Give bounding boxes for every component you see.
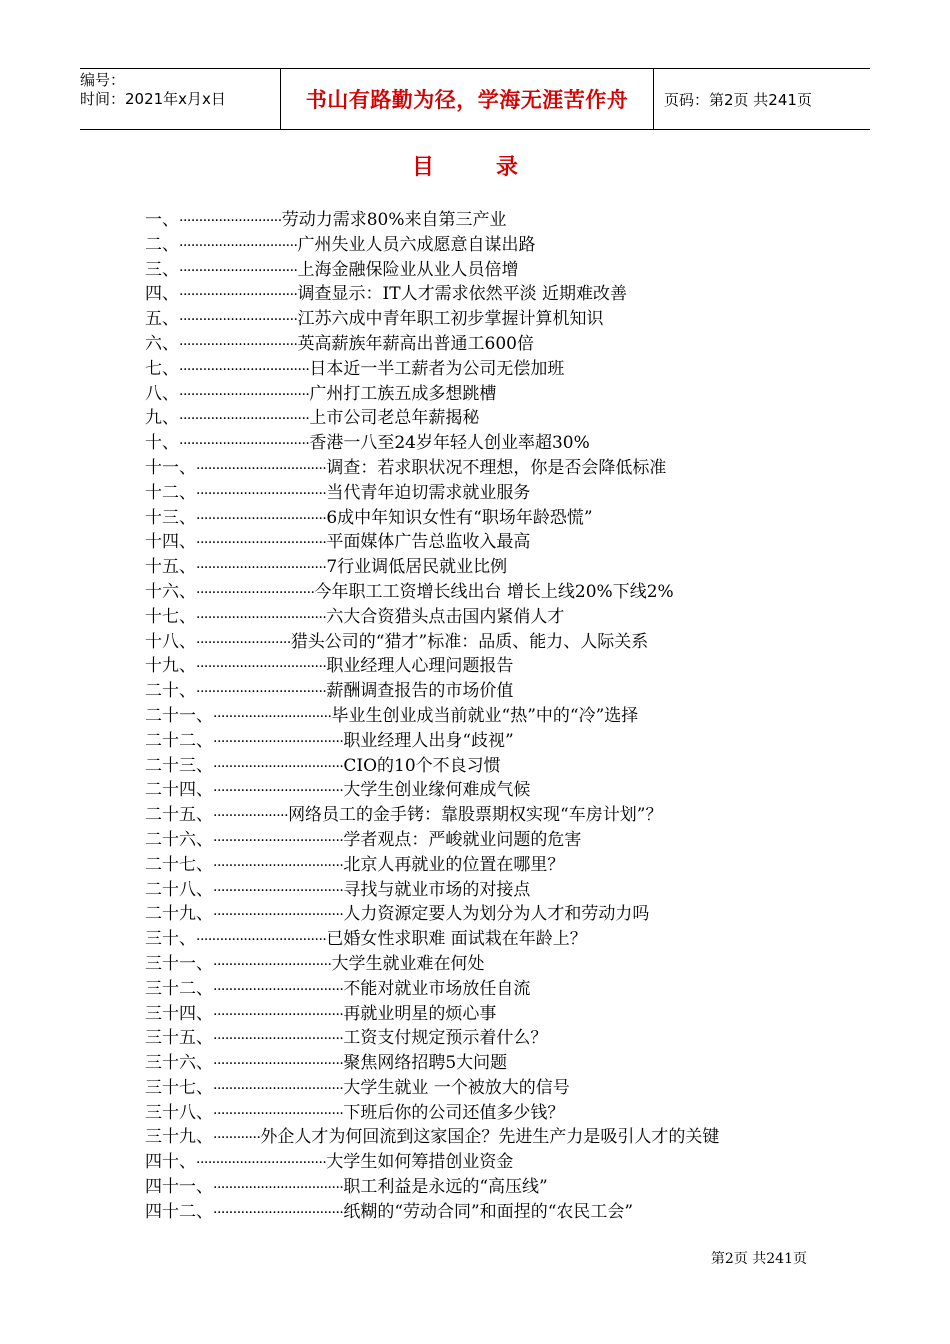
toc-entry-number: 十、: [145, 433, 179, 454]
toc-entry-title: CIO的10个不良习惯: [343, 755, 501, 776]
toc-entry-number: 十七、: [145, 606, 196, 627]
toc-entry-title: 职工利益是永远的“高压线”: [343, 1177, 548, 1198]
toc-entry[interactable]: [145, 875, 825, 900]
toc-entry[interactable]: [145, 478, 825, 503]
toc-entry-title: 聚焦网络招聘5大问题: [343, 1053, 508, 1074]
toc-entry-number: 三十九、: [145, 1127, 213, 1148]
toc-entry-number: 四、: [145, 284, 179, 305]
toc-entry[interactable]: [145, 279, 825, 304]
toc-leader-dots: ·································: [179, 436, 310, 453]
toc-entry-title: 学者观点：严峻就业问题的危害: [343, 829, 582, 850]
toc-entry-title: 毕业生创业成当前就业“热”中的“冷”选择: [331, 705, 639, 726]
toc-entry-title: 再就业明星的烦心事: [343, 1003, 497, 1024]
toc-leader-dots: ·································: [213, 907, 344, 924]
toc-entry-title: 六大合资猎头点击国内紧俏人才: [326, 606, 565, 627]
toc-entry[interactable]: [145, 751, 825, 776]
toc-entry[interactable]: [145, 999, 825, 1024]
toc-entry-number: 四十二、: [145, 1201, 213, 1222]
toc-leader-dots: ·································: [213, 733, 344, 750]
toc-entry[interactable]: [145, 974, 825, 999]
toc-entry[interactable]: [145, 627, 825, 652]
header-page-label: 页码：第2页 共241页: [664, 90, 812, 109]
toc-entry[interactable]: [145, 255, 825, 280]
toc-leader-dots: ·································: [213, 1031, 344, 1048]
toc-entry-title: 大学生如何筹措创业资金: [326, 1152, 514, 1173]
toc-entry-number: 十九、: [145, 656, 196, 677]
toc-leader-dots: ·································: [179, 361, 310, 378]
toc-entry[interactable]: [145, 949, 825, 974]
toc-entry-title: 香港一八至24岁年轻人创业率超30%: [309, 433, 590, 454]
toc-leader-dots: ························: [196, 634, 291, 651]
toc-entry[interactable]: [145, 205, 825, 230]
toc-leader-dots: ·································: [196, 485, 327, 502]
toc-entry[interactable]: [145, 775, 825, 800]
toc-leader-dots: ·································: [213, 758, 344, 775]
toc-entry[interactable]: [145, 577, 825, 602]
toc-entry-number: 十五、: [145, 557, 196, 578]
toc-entry-number: 二十四、: [145, 780, 213, 801]
toc-entry-title: 人力资源定要人为划分为人才和劳动力吗: [343, 904, 650, 925]
toc-entry-title: 日本近一半工薪者为公司无偿加班: [309, 358, 565, 379]
toc-entry-title: 上海金融保险业从业人员倍增: [297, 259, 519, 280]
toc-entry-title: 广州失业人员六成愿意自谋出路: [297, 234, 536, 255]
toc-entry-title: 调查：若求职状况不理想，你是否会降低标准: [326, 457, 667, 478]
toc-entry[interactable]: [145, 304, 825, 329]
toc-entry[interactable]: [145, 1172, 825, 1197]
toc-entry[interactable]: [145, 899, 825, 924]
toc-entry-number: 二十六、: [145, 829, 213, 850]
toc-entry-title: 不能对就业市场放任自流: [343, 978, 531, 999]
toc-entry[interactable]: [145, 726, 825, 751]
toc-entry[interactable]: [145, 602, 825, 627]
toc-entry-number: 三十一、: [145, 953, 213, 974]
toc-leader-dots: ·································: [213, 1006, 344, 1023]
toc-entry-title: 纸糊的“劳动合同”和面捏的“农民工会”: [343, 1201, 634, 1222]
toc-entry[interactable]: [145, 354, 825, 379]
toc-entry-number: 二十二、: [145, 730, 213, 751]
toc-leader-dots: ···················: [213, 808, 289, 825]
toc-entry[interactable]: [145, 1098, 825, 1123]
toc-entry[interactable]: [145, 379, 825, 404]
table-of-contents: [145, 205, 825, 1222]
toc-leader-dots: ·································: [196, 609, 327, 626]
toc-leader-dots: ·································: [196, 560, 327, 577]
toc-entry-number: 六、: [145, 333, 179, 354]
toc-entry-title: 江苏六成中青年职工初步掌握计算机知识: [297, 309, 604, 330]
toc-entry-number: 四十一、: [145, 1177, 213, 1198]
toc-entry-title: 已婚女性求职难 面试栽在年龄上？: [326, 929, 587, 950]
toc-entry[interactable]: [145, 1023, 825, 1048]
toc-entry-number: 十四、: [145, 532, 196, 553]
toc-entry[interactable]: [145, 230, 825, 255]
toc-entry-title: 猎头公司的“猎才”标准：品质、能力、人际关系: [290, 631, 649, 652]
toc-entry-number: 二十七、: [145, 854, 213, 875]
page-header: [80, 68, 870, 130]
toc-entry[interactable]: [145, 1048, 825, 1073]
toc-leader-dots: ············: [213, 1130, 261, 1147]
toc-entry[interactable]: [145, 701, 825, 726]
toc-leader-dots: ·································: [213, 1056, 344, 1073]
toc-entry-number: 十三、: [145, 507, 196, 528]
toc-entry[interactable]: [145, 1073, 825, 1098]
toc-entry-title: 英高薪族年薪高出普通工600倍: [297, 333, 534, 354]
toc-entry-title: 外企人才为何回流到这家国企？先进生产力是吸引人才的关键: [260, 1127, 720, 1148]
toc-leader-dots: ······························: [179, 336, 298, 353]
toc-leader-dots: ·································: [213, 1080, 344, 1097]
toc-entry-title: 职业经理人出身“歧视”: [343, 730, 514, 751]
toc-entry[interactable]: [145, 800, 825, 825]
toc-entry[interactable]: [145, 676, 825, 701]
toc-leader-dots: ·································: [196, 659, 327, 676]
toc-entry-title: 调查显示：IT人才需求依然平淡 近期难改善: [297, 284, 627, 305]
toc-entry-number: 一、: [145, 210, 179, 230]
toc-leader-dots: ·································: [213, 783, 344, 800]
toc-entry-title: 北京人再就业的位置在哪里？: [343, 854, 565, 875]
time-label: 时间：2021年x月x日: [80, 90, 226, 108]
toc-leader-dots: ·································: [179, 411, 310, 428]
toc-entry-title: 平面媒体广告总监收入最高: [326, 532, 531, 553]
toc-entry-number: 三十二、: [145, 978, 213, 999]
toc-leader-dots: ·································: [196, 684, 327, 701]
toc-entry[interactable]: [145, 428, 825, 453]
toc-entry-number: 二、: [145, 234, 179, 255]
toc-entry-title: 大学生创业缘何难成气候: [343, 780, 531, 801]
toc-leader-dots: ·································: [196, 932, 327, 949]
toc-entry-number: 七、: [145, 358, 179, 379]
toc-leader-dots: ·································: [213, 832, 344, 849]
toc-entry-title: 6成中年知识女性有“职场年龄恐慌”: [326, 507, 593, 528]
toc-entry-number: 二十三、: [145, 755, 213, 776]
toc-entry-number: 三十六、: [145, 1053, 213, 1074]
toc-entry[interactable]: [145, 453, 825, 478]
header-motto: 书山有路勤为径，学海无涯苦作舟: [281, 69, 654, 129]
toc-leader-dots: ·································: [196, 535, 327, 552]
toc-entry[interactable]: [145, 552, 825, 577]
toc-entry-title: 网络员工的金手铐：靠股票期权实现“车房计划”？: [288, 805, 663, 826]
toc-entry[interactable]: [145, 1197, 825, 1222]
toc-entry-number: 九、: [145, 408, 179, 429]
toc-entry-number: 三十四、: [145, 1003, 213, 1024]
toc-entry[interactable]: [145, 503, 825, 528]
toc-leader-dots: ·································: [213, 1105, 344, 1122]
toc-leader-dots: ·································: [196, 1155, 327, 1172]
toc-entry-number: 十八、: [145, 631, 196, 652]
toc-leader-dots: ·································: [213, 857, 344, 874]
toc-entry-title: 7行业调低居民就业比例: [326, 557, 508, 578]
toc-entry-title: 薪酬调查报告的市场价值: [326, 681, 514, 702]
toc-leader-dots: ······························: [196, 584, 315, 601]
toc-entry[interactable]: [145, 651, 825, 676]
toc-leader-dots: ······························: [179, 262, 298, 279]
toc-entry-title: 当代青年迫切需求就业服务: [326, 482, 531, 503]
toc-leader-dots: ·································: [196, 510, 327, 527]
toc-entry-number: 五、: [145, 309, 179, 330]
header-meta: [80, 69, 281, 129]
toc-entry-number: 十六、: [145, 581, 196, 602]
toc-entry-title: 下班后你的公司还值多少钱？: [343, 1102, 565, 1123]
toc-leader-dots: ·································: [213, 1204, 344, 1221]
toc-entry[interactable]: [145, 924, 825, 949]
toc-entry-number: 三十七、: [145, 1077, 213, 1098]
toc-entry-title: 工资支付规定预示着什么？: [343, 1028, 548, 1049]
toc-entry[interactable]: [145, 1122, 825, 1147]
toc-entry-number: 三十八、: [145, 1102, 213, 1123]
toc-entry-number: 十二、: [145, 482, 196, 503]
toc-leader-dots: ·································: [213, 1180, 344, 1197]
toc-leader-dots: ······························: [179, 237, 298, 254]
toc-leader-dots: ·································: [213, 882, 344, 899]
toc-entry-title: 劳动力需求80%来自第三产业: [281, 210, 507, 230]
page-footer: 第2页 共241页: [710, 1251, 807, 1267]
toc-leader-dots: ······························: [179, 312, 298, 329]
toc-entry-title: 大学生就业难在何处: [331, 953, 485, 974]
toc-leader-dots: ··························: [179, 213, 282, 229]
toc-entry-number: 四十、: [145, 1152, 196, 1173]
toc-entry-title: 大学生就业 一个被放大的信号: [343, 1077, 570, 1098]
toc-entry-number: 二十九、: [145, 904, 213, 925]
toc-leader-dots: ·································: [213, 981, 344, 998]
toc-entry[interactable]: [145, 825, 825, 850]
toc-entry-title: 寻找与就业市场的对接点: [343, 879, 531, 900]
toc-leader-dots: ······························: [213, 708, 332, 725]
toc-entry-number: 二十五、: [145, 805, 213, 826]
toc-leader-dots: ·································: [196, 460, 327, 477]
toc-entry[interactable]: [145, 403, 825, 428]
toc-entry[interactable]: [145, 850, 825, 875]
toc-entry-number: 八、: [145, 383, 179, 404]
toc-leader-dots: ·································: [179, 386, 310, 403]
toc-entry[interactable]: [145, 1147, 825, 1172]
toc-entry-number: 十一、: [145, 457, 196, 478]
toc-entry-number: 二十八、: [145, 879, 213, 900]
number-label: 编号：: [80, 71, 126, 89]
toc-entry-number: 二十、: [145, 681, 196, 702]
toc-entry-title: 广州打工族五成多想跳槽: [309, 383, 497, 404]
toc-entry-number: 三十五、: [145, 1028, 213, 1049]
toc-leader-dots: ······························: [179, 287, 298, 304]
toc-entry-number: 二十一、: [145, 705, 213, 726]
toc-entry-number: 三、: [145, 259, 179, 280]
toc-leader-dots: ······························: [213, 956, 332, 973]
toc-entry-title: 职业经理人心理问题报告: [326, 656, 514, 677]
toc-entry-number: 三十、: [145, 929, 196, 950]
toc-entry-title: 上市公司老总年薪揭秘: [309, 408, 480, 429]
toc-entry[interactable]: [145, 329, 825, 354]
toc-entry-title: 今年职工工资增长线出台 增长上线20%下线2%: [314, 581, 674, 602]
toc-entry[interactable]: [145, 527, 825, 552]
page-title: 目 录: [411, 155, 538, 180]
